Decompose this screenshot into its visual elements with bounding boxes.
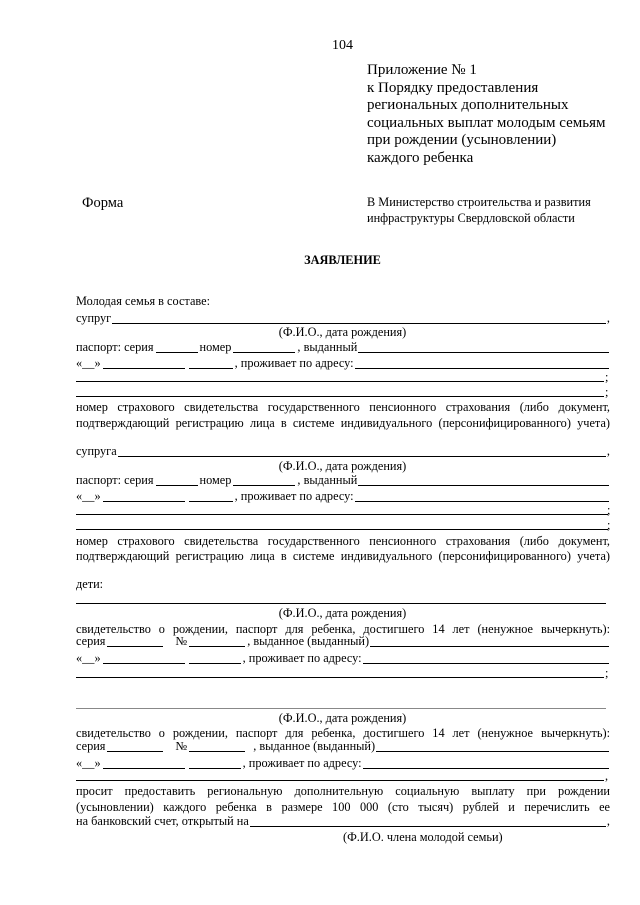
- address-field[interactable]: [363, 757, 609, 769]
- semicolon: ;: [605, 385, 609, 399]
- member-caption: (Ф.И.О. члена молодой семьи): [343, 830, 503, 844]
- annex-header: [367, 62, 605, 168]
- husband-label: супруг: [76, 311, 112, 325]
- passport-series-label: паспорт: серия: [76, 473, 154, 487]
- address-continuation-field[interactable]: [76, 514, 608, 515]
- address-continuation-field[interactable]: [76, 780, 604, 781]
- child-name-field[interactable]: [76, 603, 606, 604]
- number-sign: №: [175, 739, 188, 753]
- husband-passport-line: [76, 339, 610, 356]
- recipient-line-1: В Министерство строительства и развития: [367, 195, 591, 209]
- issued-child-label: , выданное (выданный): [253, 739, 376, 753]
- lives-at-label: , проживает по адресу:: [242, 651, 362, 665]
- annex-line: при рождении (усыновлении): [367, 132, 557, 149]
- number-label: номер: [199, 473, 232, 487]
- comma: ,: [605, 769, 609, 783]
- annex-line: социальных выплат молодым семьям: [367, 114, 606, 131]
- doc-series-field[interactable]: [107, 740, 163, 752]
- date-quote: «__»: [76, 651, 101, 665]
- birth-cert-line: свидетельство о рождении, паспорт для ребенка, достигшего 14 лет (ненужное вычеркнуть):: [76, 622, 610, 636]
- annex-line: каждого ребенка: [367, 149, 474, 166]
- wife-passport-line: [76, 472, 610, 489]
- comma: ,: [606, 814, 610, 828]
- recipient-line-2: инфраструктуры Свердловской области: [367, 210, 575, 225]
- date-year-field[interactable]: [189, 757, 241, 769]
- children-line: [76, 576, 610, 593]
- wife-address-line: [76, 488, 610, 505]
- fio-caption: (Ф.И.О., дата рождения): [278, 711, 407, 725]
- request-line-3: [76, 813, 610, 830]
- child-address-line: [76, 650, 610, 667]
- fio-caption: (Ф.И.О., дата рождения): [278, 606, 407, 620]
- husband-address-line: [76, 355, 610, 372]
- request-line-1: просит предоставить региональную дополнительную социальную выплату при рождении: [76, 784, 610, 798]
- address-field[interactable]: [355, 357, 609, 369]
- passport-issued-field[interactable]: [358, 341, 609, 353]
- recipient-block: [367, 195, 591, 226]
- request-text: на банковский счет, открытый на: [76, 814, 249, 828]
- date-year-field[interactable]: [189, 490, 233, 502]
- annex-line: Приложение № 1: [367, 62, 477, 78]
- date-month-field[interactable]: [103, 652, 185, 664]
- page-number: 104: [332, 38, 353, 53]
- semicolon: ;: [607, 503, 611, 517]
- date-month-field[interactable]: [103, 757, 185, 769]
- insurance-line-2: подтверждающий регистрацию лица в системе индивидуального (персонифицированного) учета): [76, 549, 610, 563]
- address-field[interactable]: [363, 652, 609, 664]
- passport-series-field[interactable]: [156, 474, 198, 486]
- date-month-field[interactable]: [103, 490, 185, 502]
- date-year-field[interactable]: [189, 652, 241, 664]
- passport-number-field[interactable]: [233, 474, 295, 486]
- series-label: серия: [76, 634, 106, 648]
- child-doc-line: [76, 738, 610, 755]
- child-name-field[interactable]: [76, 708, 606, 709]
- date-quote: «__»: [76, 356, 101, 370]
- doc-series-field[interactable]: [107, 635, 163, 647]
- date-year-field[interactable]: [189, 357, 233, 369]
- wife-name-field[interactable]: [118, 445, 606, 457]
- doc-number-field[interactable]: [189, 740, 245, 752]
- issued-label: , выданный: [297, 340, 358, 354]
- address-continuation-field[interactable]: [76, 529, 608, 530]
- address-field[interactable]: [355, 490, 609, 502]
- comma: ,: [606, 444, 610, 458]
- date-month-field[interactable]: [103, 357, 185, 369]
- date-quote: «__»: [76, 489, 101, 503]
- semicolon: ;: [605, 666, 609, 680]
- address-continuation-field[interactable]: [76, 381, 604, 382]
- wife-line: [76, 443, 610, 460]
- doc-issued-field[interactable]: [370, 635, 609, 647]
- passport-series-field[interactable]: [156, 341, 198, 353]
- wife-label: супруга: [76, 444, 117, 458]
- request-line-2: (усыновлении) каждого ребенка в размере 100 000 (сто тысяч) рублей и перечислить ее: [76, 800, 610, 814]
- insurance-line-1: номер страхового свидетельства государственного пенсионного страхования (либо документ,: [76, 534, 610, 548]
- doc-number-field[interactable]: [189, 635, 245, 647]
- doc-issued-field[interactable]: [376, 740, 609, 752]
- semicolon: ;: [607, 518, 611, 532]
- address-continuation-field[interactable]: [76, 677, 604, 678]
- fio-caption: (Ф.И.О., дата рождения): [278, 459, 407, 473]
- children-label: дети:: [76, 577, 104, 591]
- annex-line: региональных дополнительных: [367, 97, 569, 114]
- address-continuation-field[interactable]: [76, 396, 604, 397]
- document-title: ЗАЯВЛЕНИЕ: [304, 253, 381, 267]
- lives-at-label: , проживает по адресу:: [234, 489, 354, 503]
- lives-at-label: , проживает по адресу:: [242, 756, 362, 770]
- fio-caption: (Ф.И.О., дата рождения): [278, 325, 407, 339]
- insurance-line-1: номер страхового свидетельства государственного пенсионного страхования (либо документ,: [76, 400, 610, 414]
- comma: ,: [606, 311, 610, 325]
- insurance-line-2: подтверждающий регистрацию лица в системе индивидуального (персонифицированного) учета): [76, 416, 610, 430]
- account-holder-field[interactable]: [250, 815, 606, 827]
- annex-line: к Порядку предоставления: [367, 79, 539, 96]
- form-label: Форма: [82, 195, 124, 211]
- passport-series-label: паспорт: серия: [76, 340, 154, 354]
- birth-cert-line: свидетельство о рождении, паспорт для ребенка, достигшего 14 лет (ненужное вычеркнуть):: [76, 726, 610, 740]
- child-address-line: [76, 755, 610, 772]
- issued-label: , выданный: [297, 473, 358, 487]
- child-doc-line: [76, 633, 610, 650]
- semicolon: ;: [605, 370, 609, 384]
- intro-text: Молодая семья в составе:: [76, 294, 211, 308]
- intro-line: [76, 293, 610, 310]
- series-label: серия: [76, 739, 106, 753]
- lives-at-label: , проживает по адресу:: [234, 356, 354, 370]
- husband-name-field[interactable]: [112, 312, 606, 324]
- passport-number-field[interactable]: [233, 341, 295, 353]
- issued-child-label: , выданное (выданный): [247, 634, 370, 648]
- passport-issued-field[interactable]: [358, 474, 609, 486]
- date-quote: «__»: [76, 756, 101, 770]
- number-label: номер: [199, 340, 232, 354]
- number-sign: №: [175, 634, 188, 648]
